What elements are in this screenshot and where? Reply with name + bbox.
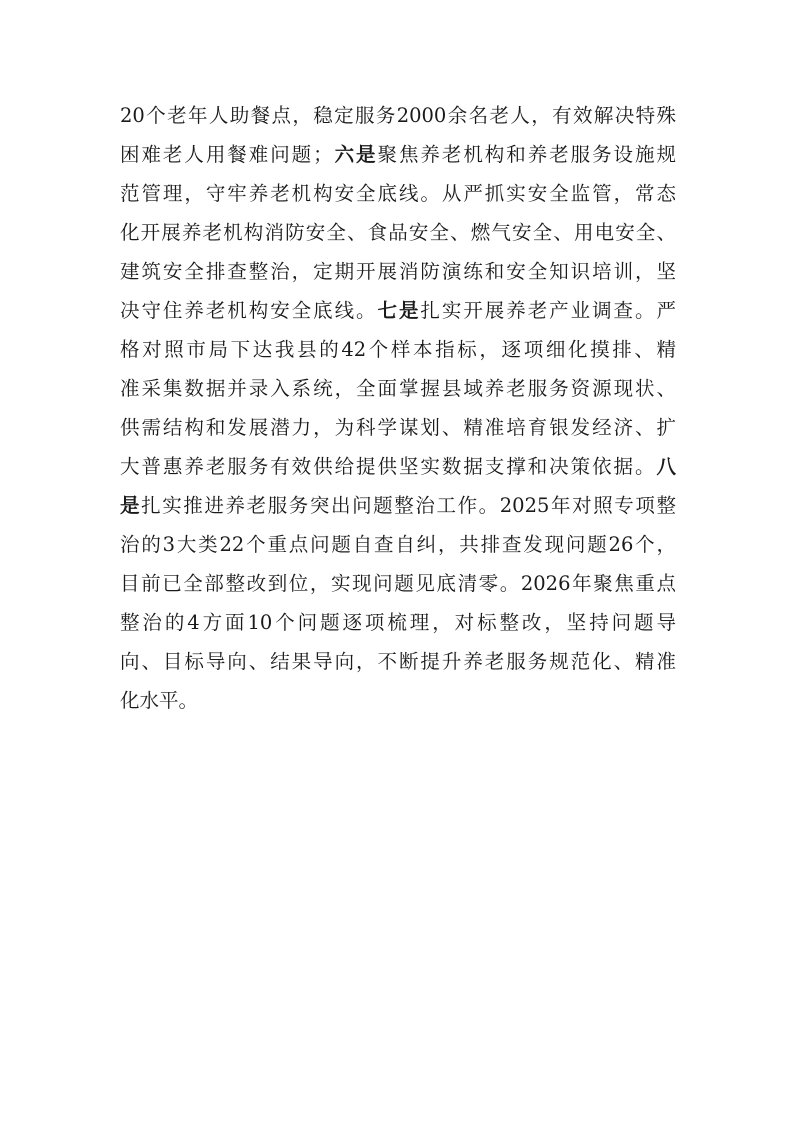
text-segment: 化水平。 bbox=[120, 689, 199, 712]
text-segment: 化开展养老机构消防安全、食品安全、燃气安全、用电安全、 bbox=[120, 221, 676, 244]
text-segment: 供需结构和发展潜力，为科学谋划、精准培育银发经济、扩 bbox=[120, 416, 676, 439]
text-segment: 准采集数据并录入系统，全面掌握县域养老服务资源现状、 bbox=[120, 377, 676, 400]
text-line bbox=[120, 213, 676, 252]
text-line bbox=[120, 369, 676, 408]
text-line bbox=[120, 525, 676, 564]
text-segment: 扎实开展养老产业调查。严 bbox=[420, 299, 676, 322]
text-segment: 扎实推进养老服务突出问题整治工作。2025年对照专项整 bbox=[141, 494, 676, 517]
text-line bbox=[120, 330, 676, 369]
text-segment: 范管理，守牢养老机构安全底线。从严抓实安全监管，常态 bbox=[120, 182, 676, 205]
body-paragraph bbox=[120, 96, 676, 720]
text-segment: 困难老人用餐难问题； bbox=[120, 143, 333, 166]
bold-keyword: 六是 bbox=[332, 143, 378, 166]
text-line bbox=[120, 252, 676, 291]
text-line bbox=[120, 681, 676, 720]
text-segment: 目前已全部整改到位，实现问题见底清零。2026年聚焦重点 bbox=[120, 572, 676, 595]
text-segment: 大普惠养老服务有效供给提供坚实数据支撑和决策依据。 bbox=[120, 455, 657, 478]
text-segment: 建筑安全排查整治，定期开展消防演练和安全知识培训，坚 bbox=[120, 260, 676, 283]
text-segment: 20个老年人助餐点，稳定服务2000余名老人，有效解决特殊 bbox=[120, 104, 676, 127]
text-line bbox=[120, 291, 676, 330]
text-segment: 向、目标导向、结果导向，不断提升养老服务规范化、精准 bbox=[120, 650, 676, 673]
bold-keyword: 是 bbox=[120, 494, 142, 517]
text-line bbox=[120, 642, 676, 681]
text-line bbox=[120, 603, 676, 642]
text-line bbox=[120, 135, 676, 174]
text-line bbox=[120, 486, 676, 525]
text-line bbox=[120, 447, 676, 486]
text-line bbox=[120, 174, 676, 213]
bold-keyword: 七是 bbox=[377, 299, 421, 322]
text-segment: 治的3大类22个重点问题自查自纠，共排查发现问题26个， bbox=[120, 533, 676, 556]
text-segment: 格对照市局下达我县的42个样本指标，逐项细化摸排、精 bbox=[120, 338, 676, 361]
text-line bbox=[120, 564, 676, 603]
bold-keyword: 八 bbox=[656, 455, 676, 478]
text-line bbox=[120, 408, 676, 447]
text-segment: 聚焦养老机构和养老服务设施规 bbox=[377, 143, 676, 166]
text-segment: 决守住养老机构安全底线。 bbox=[120, 299, 378, 322]
text-line bbox=[120, 96, 676, 135]
text-segment: 整治的4方面10个问题逐项梳理，对标整改，坚持问题导 bbox=[120, 611, 676, 634]
